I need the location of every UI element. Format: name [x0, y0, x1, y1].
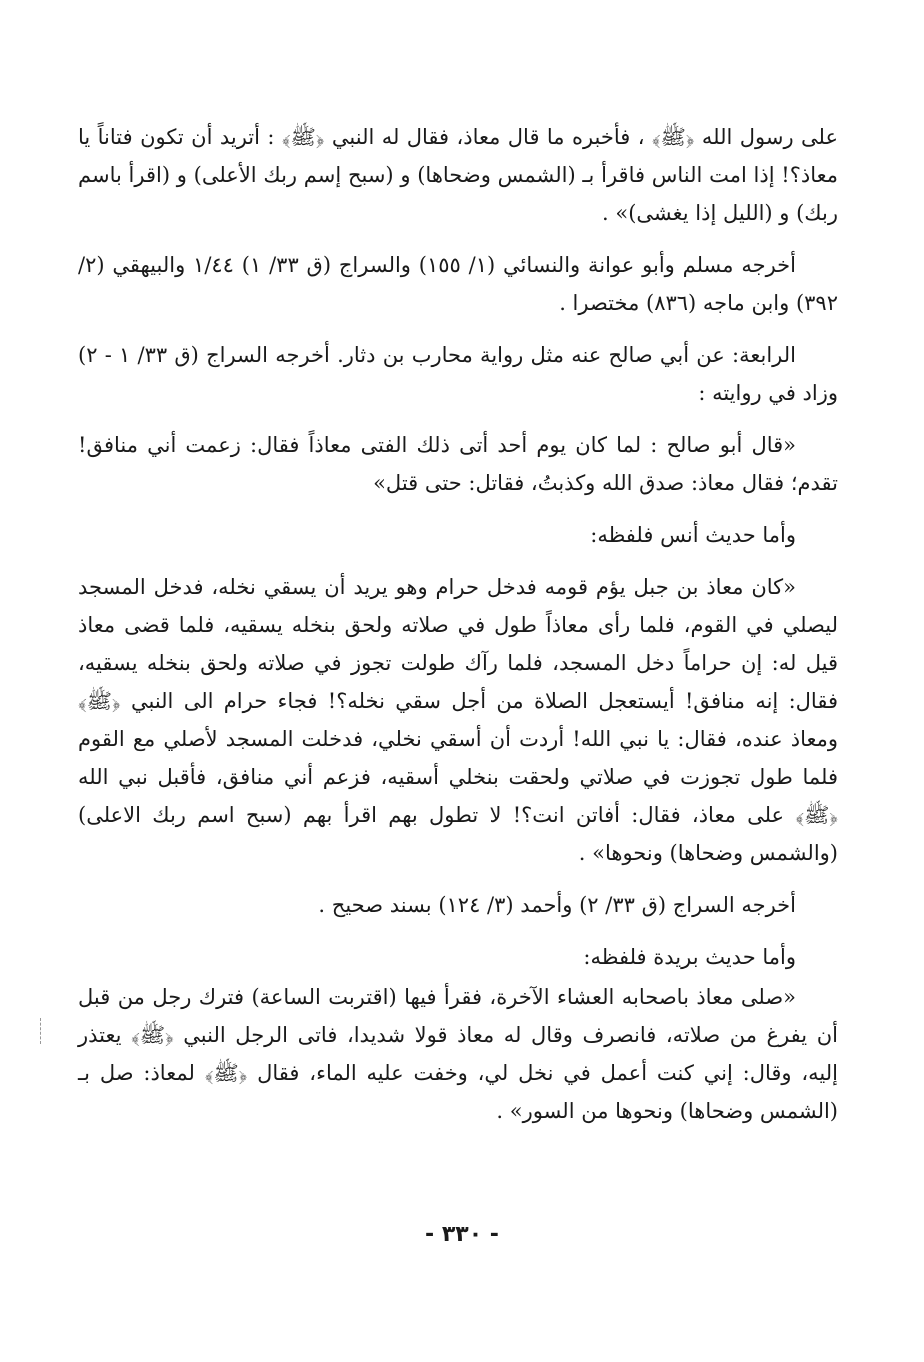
paragraph-buraida-hadith: «صلى معاذ باصحابه العشاء الآخرة، فقرأ فيها (اقتربت الساعة) فترك رجل من قبل أن يفرغ من صلاته، فانصرف وقال له معاذ قولا شديدا، فاتى الرجل النبي ﴿ﷺ﴾ يعتذر إليه، وقال: إني كنت أعمل في نخل لي، وخفت عليه الماء، فقال ﴿ﷺ﴾ لمعاذ: صل بـ (الشمس وضحاها) ونحوها من السور» .: [78, 985, 838, 1123]
paragraph-anas-heading: وأما حديث أنس فلفظه:: [590, 523, 796, 547]
page-body: [78, 118, 838, 1268]
paragraph-anas-hadith: «كان معاذ بن جبل يؤم قومه فدخل حرام وهو يريد أن يسقي نخله، فدخل المسجد ليصلي في القوم، فلما رأى معاذاً طول في صلاته ولحق بنخله يسقيه، فلما قضى معاذ قيل له: إن حراماً دخل المسجد، فلما رآك طولت تجوز في صلاته ولحق بنخله يسقيه، فقال: إنه منافق! أيستعجل الصلاة من أجل سقي نخله؟! فجاء حرام الى النبي ﴿ﷺ﴾ ومعاذ عنده، فقال: يا نبي الله! أردت أن أسقي نخلي، فدخلت المسجد لأصلي مع القوم فلما طول تجوزت في صلاتي ولحقت بنخلي أسقيه، فزعم أني منافق، فأقبل نبي الله ﴿ﷺ﴾ على معاذ، فقال: أفاتن انت؟! لا تطول بهم اقرأ بهم (سبح اسم ربك الاعلى) (والشمس وضحاها) ونحوها» .: [78, 575, 838, 865]
paragraph-hadith-end: على رسول الله ﴿ﷺ﴾ ، فأخبره ما قال معاذ، فقال له النبي ﴿ﷺ﴾ : أتريد أن تكون فتاناً يا معاذ؟! إذا امت الناس فاقرأ بـ (الشمس وضحاها) و (سبح إسم ربك الأعلى) و (اقرأ باسم ربك) و (الليل إذا يغشى)» .: [78, 125, 838, 225]
paragraph-takhrij-1: أخرجه مسلم وأبو عوانة والنسائي (١/ ١٥٥) والسراج (ق ٣٣/ ١) ١/٤٤ والبيهقي (٢/ ٣٩٢) وابن ماجه (٨٣٦) مختصرا .: [78, 253, 838, 315]
paragraph-fourth-narration: الرابعة: عن أبي صالح عنه مثل رواية محارب بن دثار. أخرجه السراج (ق ٣٣/ ١ - ٢) وزاد في روايته :: [78, 343, 838, 405]
paragraph-abu-salih-quote: «قال أبو صالح : لما كان يوم أحد أتى ذلك الفتى معاذاً فقال: زعمت أني منافق! تقدم؛ فقال معاذ: صدق الله وكذبتُ، فقاتل: حتى قتل»: [78, 433, 838, 495]
page-number: - ٣٣٠ -: [425, 1222, 499, 1247]
margin-mark: [40, 1018, 42, 1044]
paragraph-takhrij-2: أخرجه السراج (ق ٣٣/ ٢) وأحمد (٣/ ١٢٤) بسند صحيح .: [318, 893, 796, 917]
paragraph-buraida-heading: وأما حديث بريدة فلفظه:: [583, 945, 796, 969]
